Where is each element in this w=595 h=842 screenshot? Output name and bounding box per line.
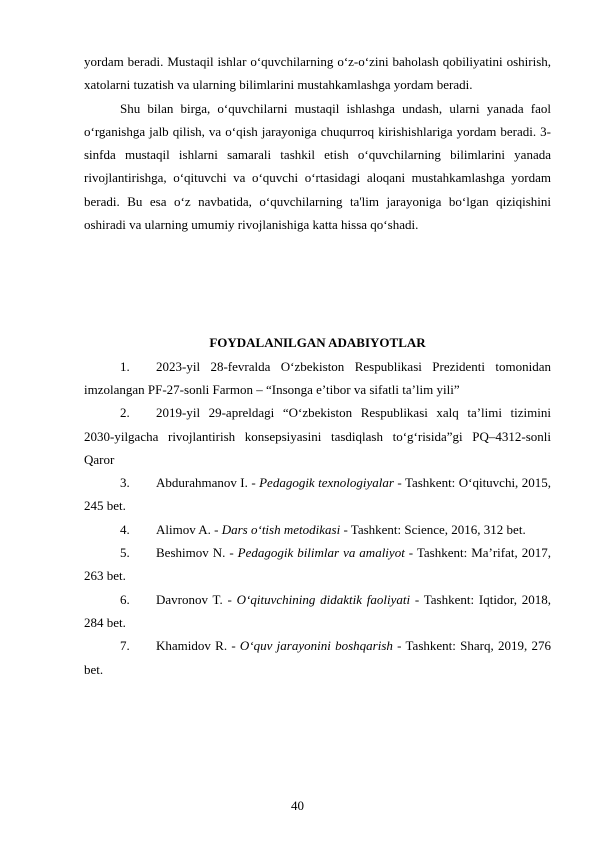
- reference-item: [84, 541, 551, 588]
- reference-number: 1.: [120, 358, 130, 374]
- reference-title: Pedagogik texnologiyalar: [259, 475, 394, 491]
- reference-title: O‘qituvchining didaktik faoliyati: [236, 591, 411, 607]
- page-number: 40: [291, 798, 304, 813]
- reference-number: 2.: [120, 405, 130, 421]
- document-page: [84, 50, 551, 681]
- reference-item: [84, 471, 551, 518]
- reference-text: 2019-yil 29-apreldagi “O‘zbekiston Respublikasi xalq ta’limi tizimini 2030-yilgacha rivojlantirish konsepsiyasini tasdiqlash to‘g‘risida”gi PQ–4312-sonli Qaror: [84, 405, 551, 467]
- reference-author: Davronov T. -: [156, 591, 237, 607]
- reference-publisher: - Tashkent: Science, 2016, 312 bet.: [340, 521, 526, 537]
- reference-publisher: - Tashkent: Ma’rifat, 2017, 263 bet.: [84, 545, 551, 584]
- reference-publisher: - Tashkent: Sharq, 2019, 276 bet.: [84, 638, 551, 677]
- reference-item: [84, 355, 551, 402]
- reference-number: 6.: [120, 591, 130, 607]
- reference-item: [84, 401, 551, 471]
- reference-title: Dars o‘tish metodikasi: [221, 521, 341, 537]
- reference-publisher: - Tashkent: O‘qituvchi, 2015, 245 bet.: [84, 475, 551, 514]
- references-list: [84, 355, 551, 681]
- references-heading: FOYDALANILGAN ADABIYOTLAR: [209, 335, 426, 351]
- spacer: [84, 236, 551, 331]
- reference-text: 2023-yil 28-fevralda O‘zbekiston Respublikasi Prezidenti tomonidan imzolangan PF-27-sonli Farmon – “Insonga e’tibor va sifatli ta’lim yili”: [84, 358, 551, 397]
- reference-title: Pedagogik bilimlar va amaliyot: [237, 545, 405, 561]
- reference-author: Alimov A. -: [156, 521, 222, 537]
- reference-number: 3.: [120, 475, 130, 491]
- body-paragraph: Shu bilan birga, o‘quvchilarni mustaqil ishlashga undash, ularni yanada faol o‘rganishga jalb qilish, va o‘qish jarayoniga chuqurroq kirishishlariga yordam beradi. 3-sinfda mustaqil ishlarni samarali tashkil etish o‘quvchilarning bilimlarini yanada rivojlantirishga, o‘qituvchi va o‘quvchi o‘rtasidagi aloqani mustahkamlashga yordam beradi. Bu esa o‘z navbatida, o‘quvchilarning ta'lim jarayoniga bo‘lgan qiziqishini oshiradi va ularning umumiy rivojlanishiga katta hissa qo‘shadi.: [84, 100, 551, 233]
- reference-number: 7.: [120, 638, 130, 654]
- reference-author: Khamidov R. -: [156, 638, 240, 654]
- reference-item: [84, 634, 551, 681]
- reference-title: O‘quv jarayonini boshqarish: [239, 638, 393, 654]
- reference-number: 5.: [120, 545, 130, 561]
- reference-item: [84, 588, 551, 635]
- body-paragraph: yordam beradi. Mustaqil ishlar o‘quvchilarning o‘z-o‘zini baholash qobiliyatini oshirish, xatolarni tuzatish va ularning bilimlarini mustahkamlashga yordam beradi.: [84, 54, 551, 93]
- reference-item: [84, 518, 551, 541]
- reference-publisher: - Tashkent: Iqtidor, 2018, 284 bet.: [84, 591, 552, 630]
- reference-author: Beshimov N. -: [156, 545, 238, 561]
- reference-author: Abdurahmanov I. -: [156, 475, 260, 491]
- reference-number: 4.: [120, 521, 130, 537]
